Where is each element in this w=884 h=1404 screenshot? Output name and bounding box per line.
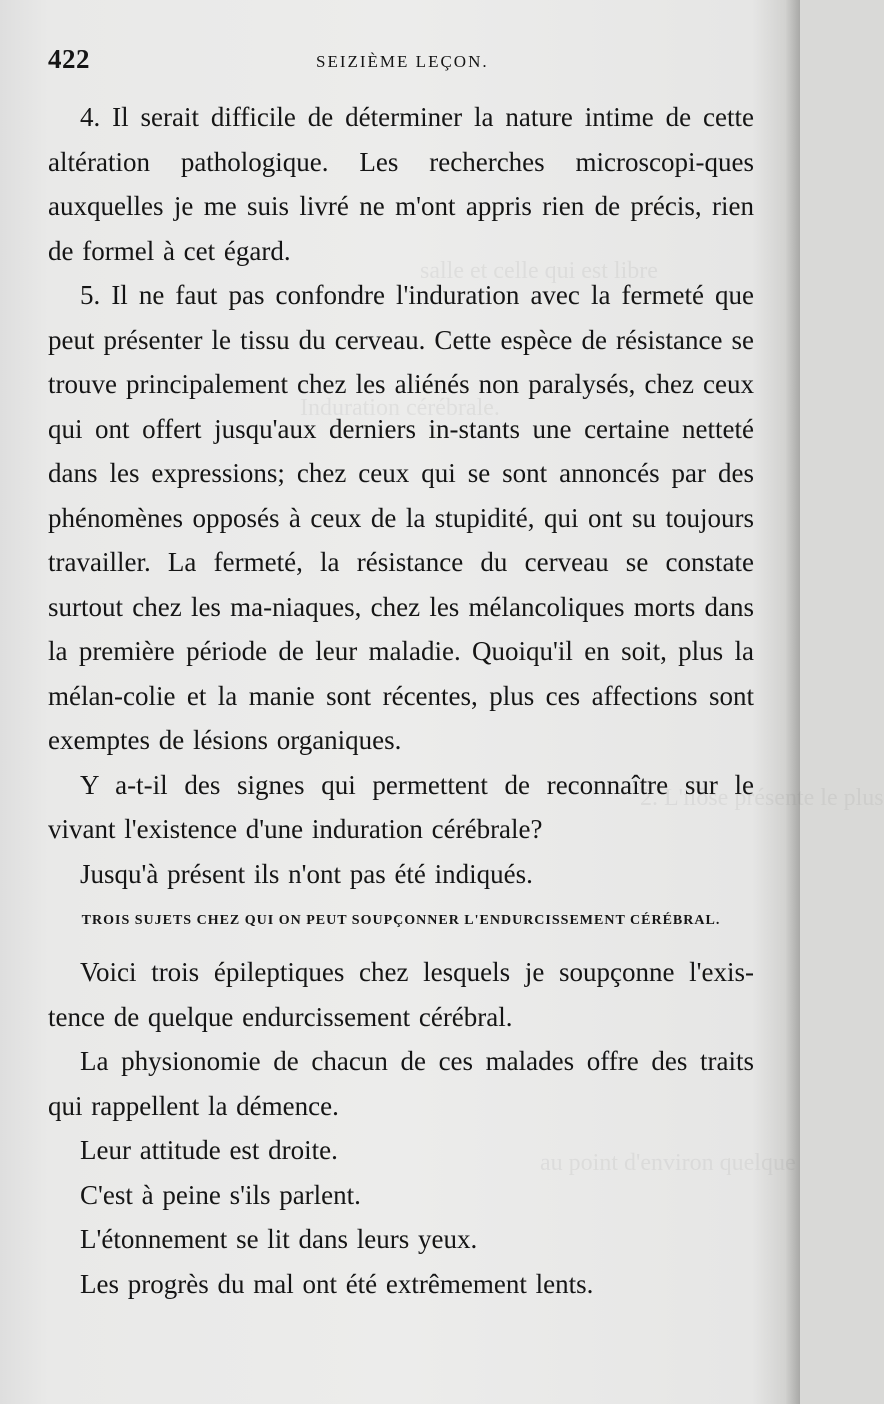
body-text [48, 95, 754, 1306]
page-edge-shadow [786, 0, 800, 1404]
paragraph-4: 4. Il serait difficile de déterminer la nature intime de cette altération pathologique. Les recherches microscopi-ques auxquelles je me suis livré ne m'ont appris rien de précis, rien de formel à cet égard. [48, 102, 754, 266]
page-number: 422 [48, 44, 90, 74]
paragraph-speech: C'est à peine s'ils parlent. [80, 1179, 361, 1210]
running-head: SEIZIÈME LEÇON. [316, 52, 489, 71]
paragraph-progress: Les progrès du mal ont été extrêmement lents. [80, 1268, 594, 1299]
paragraph-5: 5. Il ne faut pas confondre l'induration avec la fermeté que peut présenter le tissu du cerveau. Cette espèce de résistance se trouve principalement chez les aliénés non paralysés, chez ceux qui ont offert jusqu'aux derniers in-stants une certaine netteté dans les expressions; chez ceux qui se sont annoncés par des phénomènes opposés à ceux de la stupidité, qui ont su toujours travailler. La fermeté, la résistance du cerveau se constate surtout chez les ma-niaques, chez les mélancoliques morts dans la première période de leur maladie. Quoiqu'il en soit, plus la mélan-colie et la manie sont récentes, plus ces affections sont exemptes de lésions organiques. [48, 280, 754, 755]
paragraph-physiognomy: La physionomie de chacun de ces malades offre des traits qui rappellent la démence. [48, 1046, 754, 1121]
answer-paragraph: Jusqu'à présent ils n'ont pas été indiqués. [80, 858, 533, 889]
paragraph-attitude: Leur attitude est droite. [80, 1135, 338, 1165]
question-paragraph: Y a-t-il des signes qui permettent de reconnaître sur le vivant l'existence d'une induration cérébrale? [48, 769, 754, 844]
show-through-text: 2. L'ilôse présente le plus [640, 785, 884, 811]
page-header [48, 44, 748, 78]
section-heading: TROIS SUJETS CHEZ QUI ON PEUT SOUPÇONNER L'ENDURCISSEMENT CÉRÉBRAL. [81, 913, 721, 928]
show-through-text: salle et celle qui est libre [420, 258, 658, 284]
show-through-text: au point d'environ quelque [540, 1150, 796, 1176]
show-through-text: Induration cérébrale. [300, 395, 500, 421]
paragraph-epileptics: Voici trois épileptiques chez lesquels je soupçonne l'exis-tence de quelque endurcissement cérébral. [48, 957, 754, 1032]
paragraph-astonishment: L'étonnement se lit dans leurs yeux. [80, 1224, 478, 1254]
